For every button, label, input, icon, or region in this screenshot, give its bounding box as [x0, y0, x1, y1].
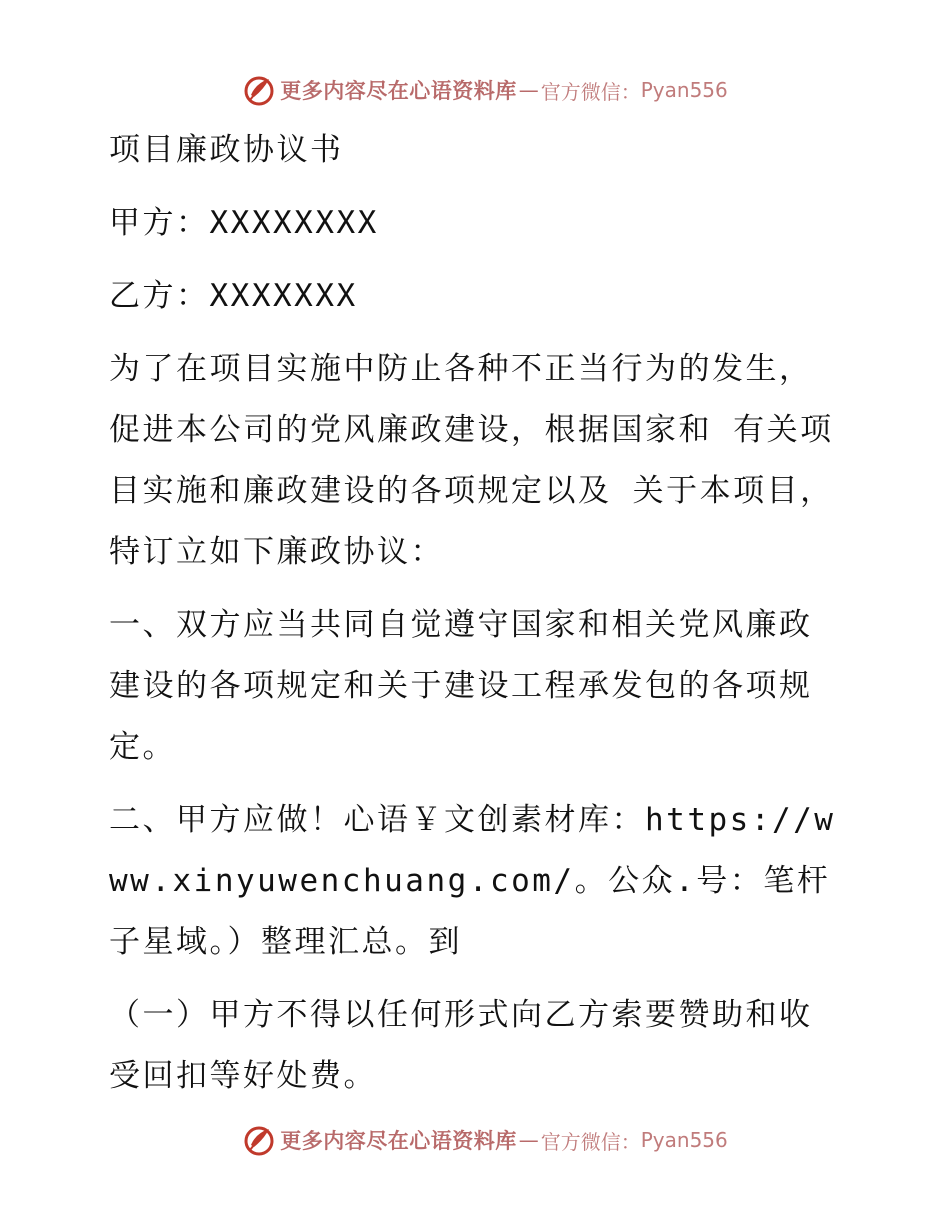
footer-wechat-label: 官方微信： — [540, 1129, 641, 1154]
footer-banner — [0, 1120, 950, 1160]
pen-logo-icon — [242, 73, 276, 107]
party-a-line: 甲方：XXXXXXXX — [109, 205, 379, 241]
paragraph-clause-2-1: （一）甲方不得以任何形式向乙方索要赞助和收受回扣等好处费。 — [109, 997, 813, 1094]
paragraph-preamble: 为了在项目实施中防止各种不正当行为的发生，促进本公司的党风廉政建设，根据国家和 有关项目实施和廉政建设的各项规定以及 关于本项目，特订立如下廉政协议： — [109, 351, 834, 570]
footer-dash: — — [518, 1128, 539, 1152]
banner-dash: — — [518, 78, 539, 102]
footer-banner-content — [242, 1123, 728, 1157]
paragraph-clause-2: 二、甲方应做！心语￥文创素材库：https://www.xinyuwenchuang.com/。公众.号：笔杆子星域。）整理汇总。到 — [109, 802, 836, 960]
pen-logo-icon — [242, 1123, 276, 1157]
banner-wechat-label: 官方微信： — [540, 79, 641, 104]
paragraph-clause-1: 一、双方应当共同自觉遵守国家和相关党风廉政建设的各项规定和关于建设工程承发包的各项规定。 — [109, 607, 813, 765]
banner-wechat-id: Pyan556 — [640, 78, 728, 102]
banner-main-text: 更多内容尽在心语资料库 — [280, 78, 517, 103]
banner-content — [242, 73, 728, 107]
document-body — [97, 120, 837, 1119]
footer-wechat-id: Pyan556 — [640, 1128, 728, 1152]
footer-main-text: 更多内容尽在心语资料库 — [280, 1128, 517, 1153]
document-title: 项目廉政协议书 — [109, 132, 344, 168]
header-banner — [0, 70, 950, 110]
party-b-line: 乙方：XXXXXXX — [109, 278, 358, 314]
